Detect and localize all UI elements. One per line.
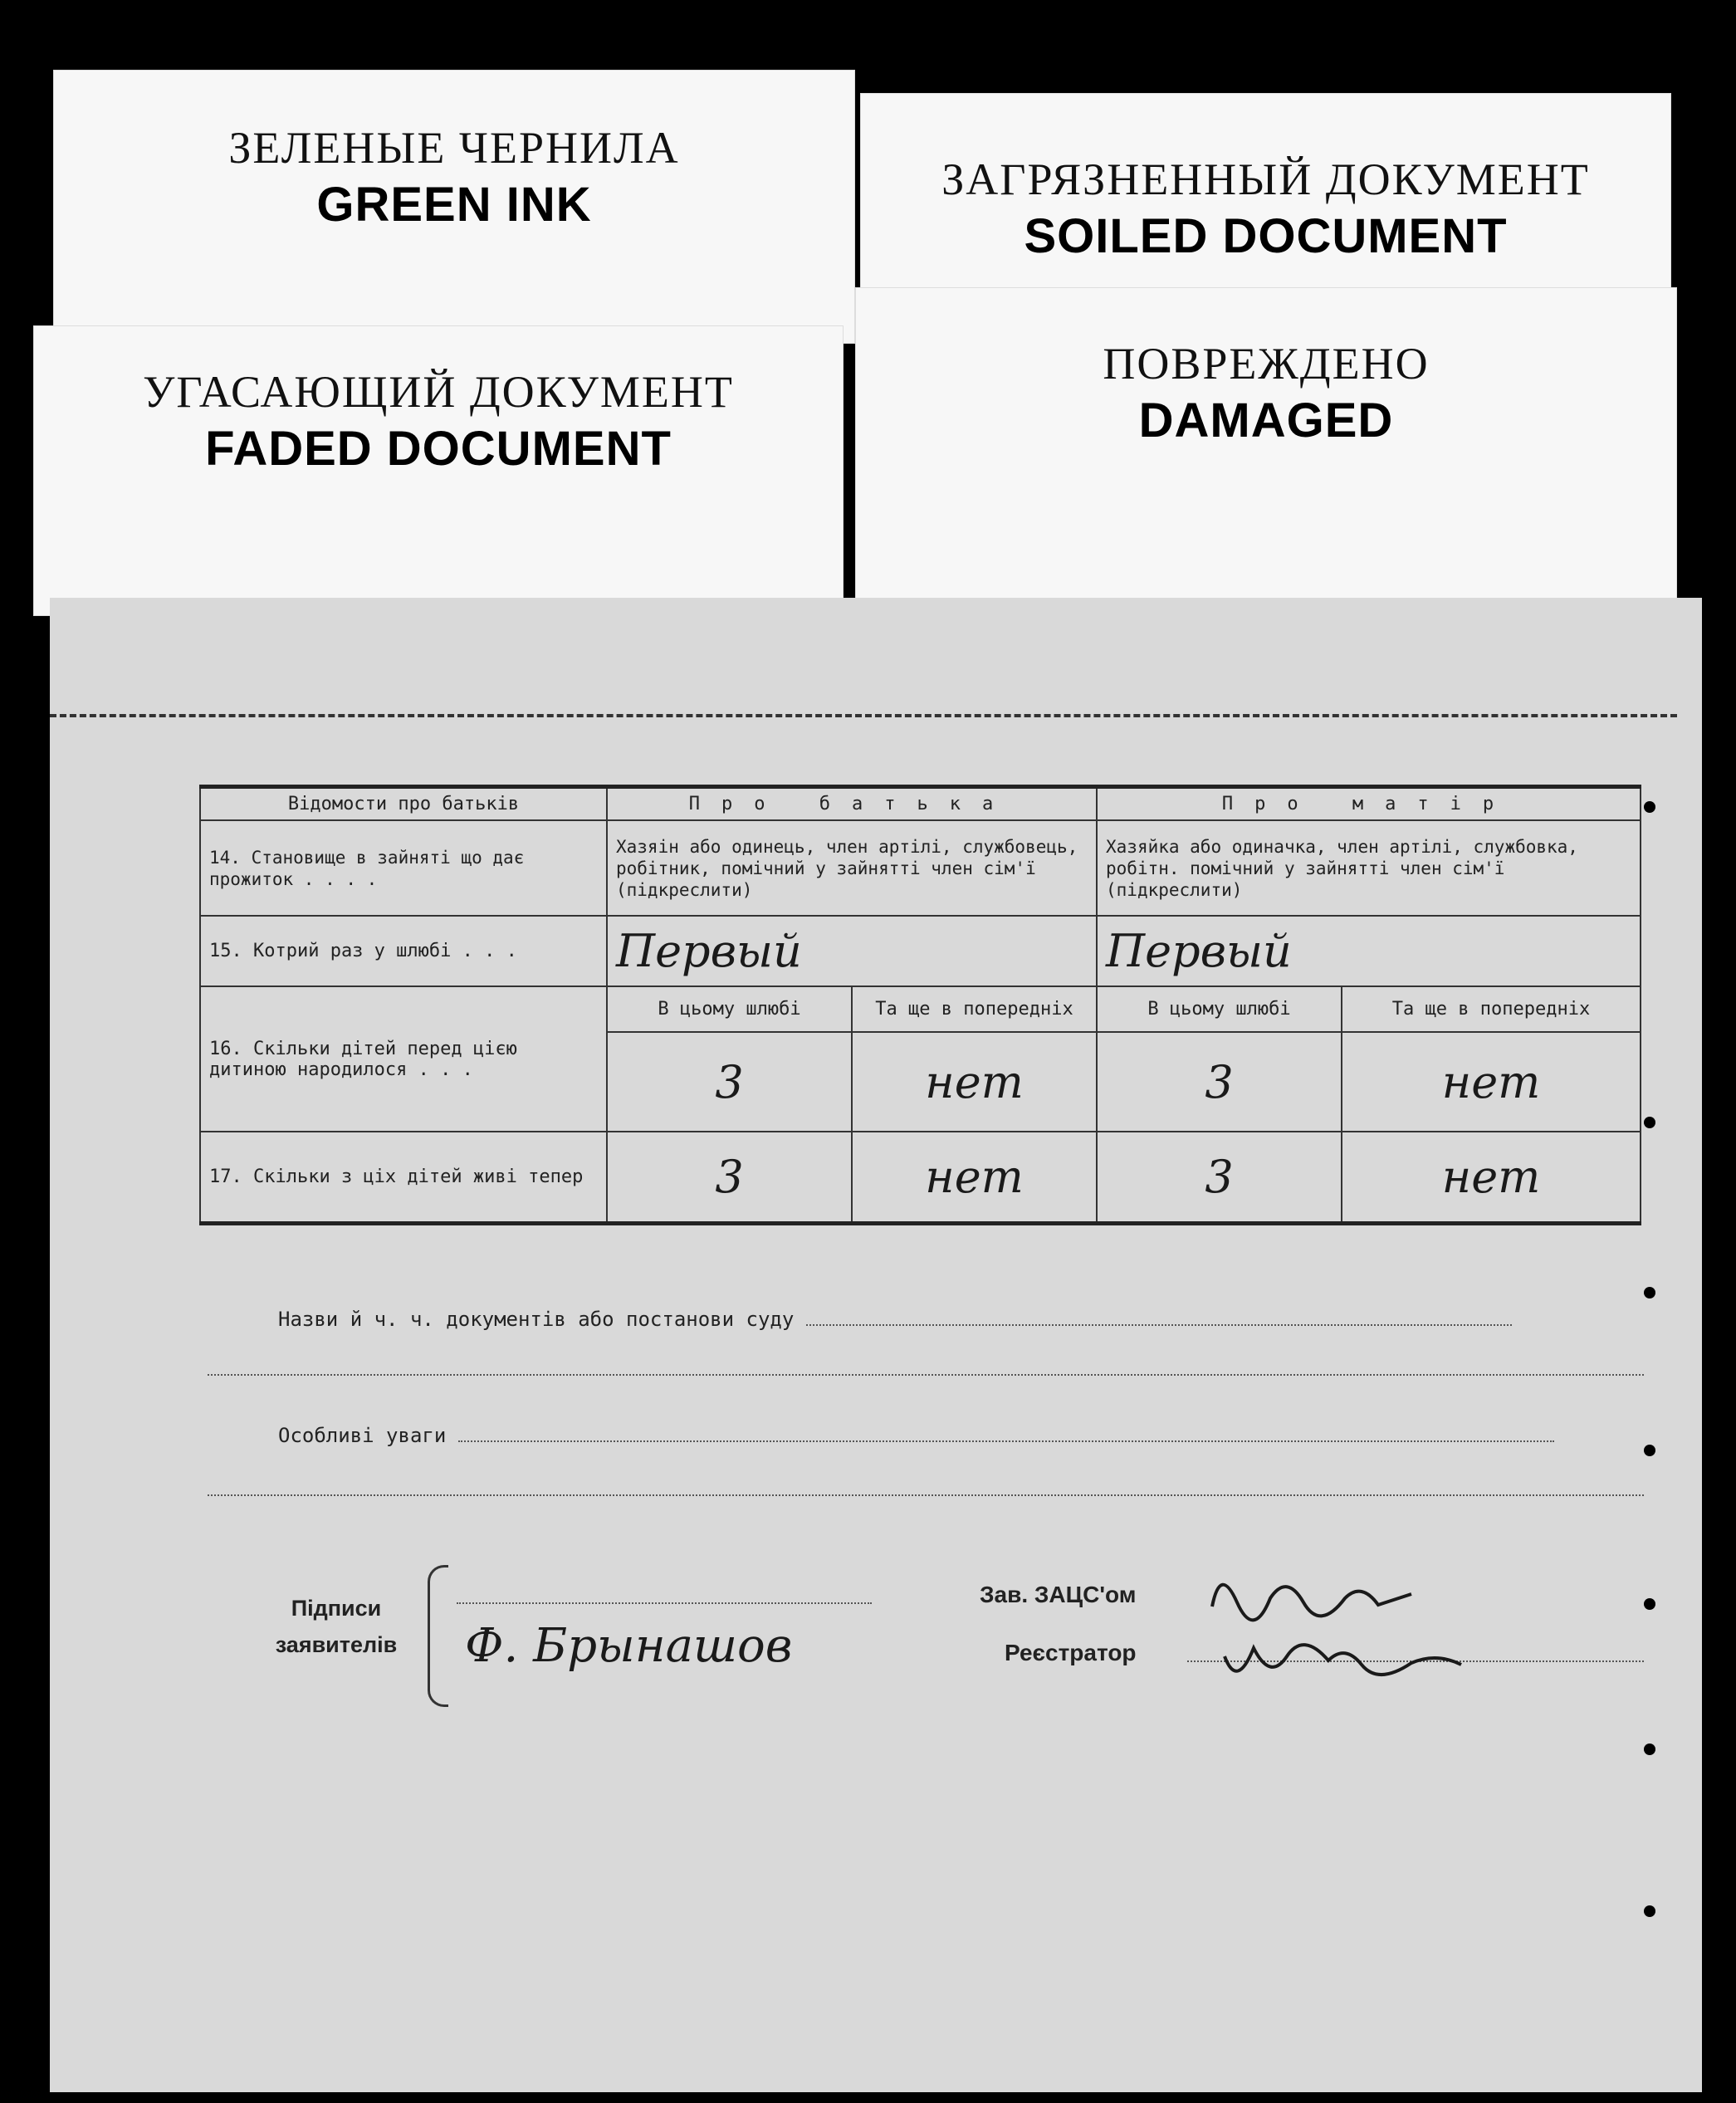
punch-hole bbox=[1644, 1598, 1655, 1610]
parents-info-table bbox=[199, 785, 1641, 1225]
registry-head-signature bbox=[1204, 1557, 1420, 1631]
row15-mother-value: Первый bbox=[1097, 916, 1641, 986]
notes-label: Особливі уваги bbox=[278, 1424, 447, 1447]
perforation-line bbox=[50, 714, 1677, 717]
signatures-label: Підписи заявителів bbox=[275, 1596, 398, 1657]
mother-this-marriage-header: В цьому шлюбі bbox=[1097, 986, 1342, 1032]
documents-label: Назви й ч. ч. документів або постанови суду bbox=[278, 1308, 795, 1331]
registry-head-label: Зав. ЗАЦС'ом bbox=[980, 1582, 1137, 1607]
registration-form-sheet bbox=[50, 598, 1702, 2092]
faded-document-label-ru: УГАСАЮЩИЙ ДОКУМЕНТ bbox=[143, 367, 734, 417]
soiled-document-label-ru: ЗАГРЯЗНЕННЫЙ ДОКУМЕНТ bbox=[941, 154, 1590, 204]
applicant-signature-line-1 bbox=[457, 1602, 872, 1604]
faded-document-label-card bbox=[33, 325, 844, 616]
table-row-15 bbox=[200, 916, 1641, 986]
row14-mother-text: Хазяйка або одиначка, член артілі, службовка, робітн. помічний у зайнятті член сім'ї (підкреслити) bbox=[1097, 820, 1641, 916]
punch-hole bbox=[1644, 801, 1655, 813]
damaged-label-ru: ПОВРЕЖДЕНО bbox=[1103, 339, 1430, 389]
punch-hole bbox=[1644, 1117, 1655, 1128]
notes-blank-line-2 bbox=[208, 1494, 1644, 1496]
row17-mother-this: 3 bbox=[1097, 1132, 1342, 1223]
row15-father-value: Первый bbox=[607, 916, 1097, 986]
table-row-17 bbox=[200, 1132, 1641, 1223]
notes-blank bbox=[458, 1440, 1554, 1442]
row14-label: 14. Становище в зайняті що дає прожиток . . . . bbox=[200, 820, 607, 916]
table-row-14 bbox=[200, 820, 1641, 916]
punch-hole bbox=[1644, 1744, 1655, 1755]
father-header: Про батька bbox=[607, 787, 1097, 821]
damaged-label-en: DAMAGED bbox=[1138, 394, 1394, 447]
father-previous-header: Та ще в попередніх bbox=[852, 986, 1097, 1032]
row17-father-prev: нет bbox=[852, 1132, 1097, 1223]
signatures-brace bbox=[428, 1565, 448, 1707]
mother-header: Про матір bbox=[1097, 787, 1641, 821]
documents-field bbox=[278, 1308, 1512, 1331]
damaged-label-card bbox=[855, 287, 1677, 611]
parents-info-header: Відомости про батьків bbox=[200, 787, 607, 821]
applicant-signature: Ф. Брынашов bbox=[465, 1619, 793, 1673]
row15-label: 15. Котрий раз у шлюбі . . . bbox=[200, 916, 607, 986]
row14-father-text: Хазяін або одинець, член артілі, службовець, робітник, помічний у зайнятті член сім'ї (підкреслити) bbox=[607, 820, 1097, 916]
soiled-document-label-en: SOILED DOCUMENT bbox=[1024, 209, 1508, 263]
row16-father-this: 3 bbox=[607, 1032, 852, 1132]
row16-mother-this: 3 bbox=[1097, 1032, 1342, 1132]
punch-hole bbox=[1644, 1445, 1655, 1456]
row16-mother-prev: нет bbox=[1342, 1032, 1641, 1132]
punch-hole bbox=[1644, 1905, 1655, 1917]
punch-hole bbox=[1644, 1287, 1655, 1298]
green-ink-label-card bbox=[53, 70, 855, 344]
row16-label: 16. Скільки дітей перед цією дитиною народилося . . . bbox=[200, 986, 607, 1132]
documents-blank-line-2 bbox=[208, 1374, 1644, 1376]
registrar-label: Реєстратор bbox=[1005, 1640, 1137, 1665]
mother-previous-header: Та ще в попередніх bbox=[1342, 986, 1641, 1032]
documents-blank bbox=[806, 1324, 1512, 1326]
green-ink-label-en: GREEN INK bbox=[316, 178, 592, 232]
table-header-row bbox=[200, 787, 1641, 821]
faded-document-label-en: FADED DOCUMENT bbox=[205, 422, 672, 476]
row17-label: 17. Скільки з ціх дітей живі тепер bbox=[200, 1132, 607, 1223]
father-this-marriage-header: В цьому шлюбі bbox=[607, 986, 852, 1032]
registrar-signature bbox=[1220, 1623, 1469, 1698]
table-subheader-row bbox=[200, 986, 1641, 1032]
notes-field bbox=[278, 1424, 1554, 1447]
row17-father-this: 3 bbox=[607, 1132, 852, 1223]
green-ink-label-ru: ЗЕЛЕНЫЕ ЧЕРНИЛА bbox=[228, 123, 680, 173]
row17-mother-prev: нет bbox=[1342, 1132, 1641, 1223]
row16-father-prev: нет bbox=[852, 1032, 1097, 1132]
